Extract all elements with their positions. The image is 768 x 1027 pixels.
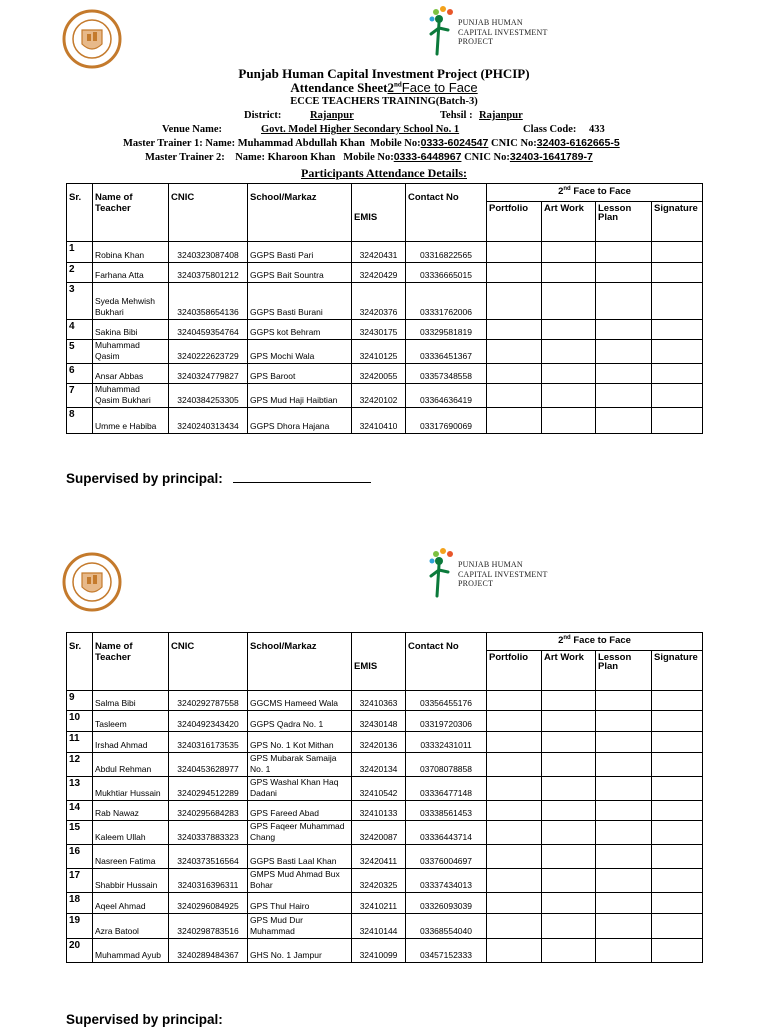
emis-cell: 32410542 [352, 777, 406, 801]
school-cell: GPS Mud Dur Muhammad [248, 914, 352, 939]
venue-value: Govt. Model Higher Secondary School No. 1 [261, 124, 460, 135]
signature-cell[interactable] [652, 821, 703, 845]
signature-cell[interactable] [652, 283, 703, 320]
portfolio-cell[interactable] [487, 845, 542, 869]
cnic-cell: 3240337883323 [169, 821, 248, 845]
portfolio-cell[interactable] [487, 893, 542, 914]
contact-cell: 03356455176 [406, 691, 487, 711]
artwork-cell[interactable] [542, 869, 596, 893]
phcip-brand-logo [426, 6, 556, 66]
signature-cell[interactable] [652, 732, 703, 753]
artwork-cell[interactable] [542, 753, 596, 777]
cnic-cell: 3240453628977 [169, 753, 248, 777]
cnic-cell: 3240316396311 [169, 869, 248, 893]
col-emis: EMIS [352, 184, 406, 242]
lesson-plan-cell[interactable] [596, 801, 652, 821]
lesson-plan-cell[interactable] [596, 283, 652, 320]
col-school: School/Markaz [248, 184, 352, 242]
sr-cell: 7 [67, 384, 93, 408]
school-cell: GPS Mubarak Samaija No. 1 [248, 753, 352, 777]
name-cell: Rab Nawaz [93, 801, 169, 821]
signature-cell[interactable] [652, 364, 703, 384]
mt1-name: Muhammad Abdullah Khan [237, 138, 365, 149]
lesson-plan-cell[interactable] [596, 340, 652, 364]
artwork-cell[interactable] [542, 939, 596, 963]
cnic-cell: 3240323087408 [169, 242, 248, 263]
artwork-cell[interactable] [542, 893, 596, 914]
artwork-cell[interactable] [542, 283, 596, 320]
signature-cell[interactable] [652, 939, 703, 963]
artwork-cell[interactable] [542, 691, 596, 711]
table-row [67, 821, 703, 845]
artwork-cell[interactable] [542, 263, 596, 283]
name-cell: Muhammad Qasim Bukhari [93, 384, 169, 408]
cnic-cell: 3240298783516 [169, 914, 248, 939]
cnic-cell: 3240492343420 [169, 711, 248, 732]
table-row [67, 801, 703, 821]
name-cell: Kaleem Ullah [93, 821, 169, 845]
lesson-plan-cell[interactable] [596, 691, 652, 711]
table-row [67, 691, 703, 711]
sr-cell: 11 [67, 732, 93, 753]
col2-artwork: Art Work [542, 651, 596, 691]
portfolio-cell[interactable] [487, 320, 542, 340]
signature-cell[interactable] [652, 777, 703, 801]
table-row [67, 893, 703, 914]
cnic-cell: 3240222623729 [169, 340, 248, 364]
sr-cell: 15 [67, 821, 93, 845]
training-title: ECCE TEACHERS TRAINING(Batch-3) [290, 96, 478, 107]
artwork-cell[interactable] [542, 914, 596, 939]
mt2-label: Master Trainer 2: [145, 152, 225, 163]
mt1-cnic: 32403-6162665-5 [536, 137, 620, 149]
doc-title: Punjab Human Capital Investment Project (PHCIP) [238, 66, 530, 81]
name-cell: Shabbir Hussain [93, 869, 169, 893]
school-cell: GHS No. 1 Jampur [248, 939, 352, 963]
contact-cell: 03317690069 [406, 408, 487, 434]
col2-portfolio: Portfolio [487, 651, 542, 691]
name-cell: Irshad Ahmad [93, 732, 169, 753]
table-row [67, 242, 703, 263]
lesson-plan-cell[interactable] [596, 364, 652, 384]
emis-cell: 32410211 [352, 893, 406, 914]
sr-cell: 3 [67, 283, 93, 320]
emis-cell: 32420429 [352, 263, 406, 283]
sheet-suffix: Face to Face [401, 80, 478, 95]
class-code-value: 433 [589, 124, 605, 135]
lesson-plan-cell[interactable] [596, 408, 652, 434]
table-row [67, 408, 703, 434]
mt2-name-label: Name: [235, 152, 265, 163]
mt2-cnic: 32403-1641789-7 [509, 151, 593, 163]
table-row [67, 939, 703, 963]
sr-cell: 8 [67, 408, 93, 434]
lesson-plan-cell[interactable] [596, 263, 652, 283]
artwork-cell[interactable] [542, 384, 596, 408]
school-cell: GPS Fareed Abad [248, 801, 352, 821]
portfolio-cell[interactable] [487, 732, 542, 753]
contact-cell: 03331762006 [406, 283, 487, 320]
brand-line-1: PUNJAB HUMAN [458, 18, 523, 27]
name-cell: Muhammad Qasim [93, 340, 169, 364]
portfolio-cell[interactable] [487, 408, 542, 434]
sr-cell: 2 [67, 263, 93, 283]
class-code-label: Class Code: [523, 124, 577, 135]
signature-line-1 [233, 481, 371, 483]
portfolio-cell[interactable] [487, 821, 542, 845]
col2-contact: Contact No [406, 633, 487, 691]
col2-name: Name of Teacher [93, 633, 169, 691]
emis-cell: 32420325 [352, 869, 406, 893]
contact-cell: 03376004697 [406, 845, 487, 869]
emis-cell: 32420087 [352, 821, 406, 845]
signature-cell[interactable] [652, 691, 703, 711]
cnic-cell: 3240289484367 [169, 939, 248, 963]
col-sr: Sr. [67, 184, 93, 242]
cnic-cell: 3240295684283 [169, 801, 248, 821]
lesson-plan-cell[interactable] [596, 732, 652, 753]
name-cell: Abdul Rehman [93, 753, 169, 777]
school-cell: GPS Washal Khan Haq Dadani [248, 777, 352, 801]
name-cell: Robina Khan [93, 242, 169, 263]
table-row [67, 384, 703, 408]
group-suffix: Face to Face [573, 186, 631, 198]
table-row [67, 753, 703, 777]
pmiu-seal-logo [62, 8, 122, 70]
signature-cell[interactable] [652, 753, 703, 777]
contact-cell: 03357348558 [406, 364, 487, 384]
table-row [67, 777, 703, 801]
lesson-plan-cell[interactable] [596, 384, 652, 408]
contact-cell: 03368554040 [406, 914, 487, 939]
name-cell: Umme e Habiba [93, 408, 169, 434]
contact-cell: 03336665015 [406, 263, 487, 283]
venue-label: Venue Name: [162, 124, 222, 135]
table-row [67, 340, 703, 364]
name-cell: Salma Bibi [93, 691, 169, 711]
portfolio-cell[interactable] [487, 283, 542, 320]
mt2-cnic-label: CNIC No: [464, 152, 510, 163]
col2-sr: Sr. [67, 633, 93, 691]
signature-cell[interactable] [652, 711, 703, 732]
signature-cell[interactable] [652, 263, 703, 283]
lesson-plan-cell[interactable] [596, 821, 652, 845]
school-cell: GGCMS Hameed Wala [248, 691, 352, 711]
signature-cell[interactable] [652, 893, 703, 914]
portfolio-cell[interactable] [487, 263, 542, 283]
contact-cell: 03316822565 [406, 242, 487, 263]
contact-cell: 03329581819 [406, 320, 487, 340]
cnic-cell: 3240384253305 [169, 384, 248, 408]
artwork-cell[interactable] [542, 821, 596, 845]
lesson-plan-cell[interactable] [596, 711, 652, 732]
master-trainer-2 [145, 151, 593, 163]
lesson-plan-cell[interactable] [596, 939, 652, 963]
sr-cell: 17 [67, 869, 93, 893]
emis-cell: 32430175 [352, 320, 406, 340]
name-cell: Nasreen Fatima [93, 845, 169, 869]
name-cell: Tasleem [93, 711, 169, 732]
contact-cell: 03708078858 [406, 753, 487, 777]
artwork-cell[interactable] [542, 845, 596, 869]
school-cell: GGPS Basti Laal Khan [248, 845, 352, 869]
supervised-by-1 [66, 471, 371, 486]
sheet-title [0, 80, 768, 96]
school-cell: GGPS Basti Pari [248, 242, 352, 263]
col-cnic: CNIC [169, 184, 248, 242]
name-cell: Syeda Mehwish Bukhari [93, 283, 169, 320]
contact-cell: 03319720306 [406, 711, 487, 732]
lesson-plan-cell[interactable] [596, 869, 652, 893]
tehsil-value: Rajanpur [479, 110, 523, 121]
contact-cell: 03332431011 [406, 732, 487, 753]
cnic-cell: 3240292787558 [169, 691, 248, 711]
portfolio-cell[interactable] [487, 914, 542, 939]
emis-cell: 32410133 [352, 801, 406, 821]
table-row [67, 364, 703, 384]
artwork-cell[interactable] [542, 242, 596, 263]
brand2-line-2: CAPITAL INVESTMENT [458, 569, 548, 579]
emis-cell: 32420411 [352, 845, 406, 869]
col2-cnic: CNIC [169, 633, 248, 691]
attendance-table-2 [66, 632, 703, 963]
emis-cell: 32420102 [352, 384, 406, 408]
table-row [67, 283, 703, 320]
mt2-mobile-label: Mobile No: [343, 152, 394, 163]
contact-cell: 03364636419 [406, 384, 487, 408]
sr-cell: 13 [67, 777, 93, 801]
artwork-cell[interactable] [542, 364, 596, 384]
cnic-cell: 3240375801212 [169, 263, 248, 283]
lesson-plan-cell[interactable] [596, 845, 652, 869]
lesson-plan-cell[interactable] [596, 753, 652, 777]
col-group-face-to-face [487, 184, 703, 202]
sr-cell: 10 [67, 711, 93, 732]
mt1-mobile: 0333-6024547 [420, 137, 489, 149]
tehsil-label: Tehsil : [440, 110, 473, 121]
emis-cell: 32410099 [352, 939, 406, 963]
signature-cell[interactable] [652, 914, 703, 939]
lesson-plan-cell[interactable] [596, 320, 652, 340]
contact-cell: 03326093039 [406, 893, 487, 914]
col2-school: School/Markaz [248, 633, 352, 691]
artwork-cell[interactable] [542, 801, 596, 821]
table-row [67, 711, 703, 732]
sr-cell: 16 [67, 845, 93, 869]
supervised-label-1: Supervised by principal: [66, 471, 223, 486]
supervised-by-2 [66, 1012, 223, 1027]
master-trainer-1 [123, 137, 620, 149]
cnic-cell: 3240358654136 [169, 283, 248, 320]
sheet-sup: nd [393, 80, 402, 89]
portfolio-cell[interactable] [487, 242, 542, 263]
signature-cell[interactable] [652, 869, 703, 893]
contact-cell: 03336451367 [406, 340, 487, 364]
group-sup: nd [563, 186, 571, 192]
lesson-plan-cell[interactable] [596, 242, 652, 263]
artwork-cell[interactable] [542, 340, 596, 364]
signature-cell[interactable] [652, 242, 703, 263]
portfolio-cell[interactable] [487, 801, 542, 821]
portfolio-cell[interactable] [487, 691, 542, 711]
portfolio-cell[interactable] [487, 340, 542, 364]
cnic-cell: 3240296084925 [169, 893, 248, 914]
sr-cell: 6 [67, 364, 93, 384]
signature-cell[interactable] [652, 384, 703, 408]
table-2-body [67, 691, 703, 963]
sr-cell: 14 [67, 801, 93, 821]
cnic-cell: 3240240313434 [169, 408, 248, 434]
portfolio-cell[interactable] [487, 364, 542, 384]
school-cell: GPS Baroot [248, 364, 352, 384]
col2-group-face-to-face [487, 633, 703, 651]
sr-cell: 9 [67, 691, 93, 711]
mt1-mobile-label: Mobile No: [370, 138, 421, 149]
col-artwork: Art Work [542, 202, 596, 242]
cnic-cell: 3240294512289 [169, 777, 248, 801]
pmiu-seal-logo-2 [62, 551, 122, 613]
cnic-cell: 3240324779827 [169, 364, 248, 384]
school-cell: GPS No. 1 Kot Mithan [248, 732, 352, 753]
name-cell: Mukhtiar Hussain [93, 777, 169, 801]
emis-cell: 32420376 [352, 283, 406, 320]
col-portfolio: Portfolio [487, 202, 542, 242]
attendance-table-1 [66, 183, 703, 434]
cnic-cell: 3240316173535 [169, 732, 248, 753]
sr-cell: 4 [67, 320, 93, 340]
contact-cell: 03457152333 [406, 939, 487, 963]
col2-lesson: Lesson Plan [596, 651, 652, 691]
school-cell: GGPS Dhora Hajana [248, 408, 352, 434]
table-row [67, 320, 703, 340]
cnic-cell: 3240459354764 [169, 320, 248, 340]
emis-cell: 32420134 [352, 753, 406, 777]
name-cell: Ansar Abbas [93, 364, 169, 384]
name-cell: Muhammad Ayub [93, 939, 169, 963]
col-signature: Signature [652, 202, 703, 242]
artwork-cell[interactable] [542, 320, 596, 340]
sr-cell: 5 [67, 340, 93, 364]
name-cell: Aqeel Ahmad [93, 893, 169, 914]
emis-cell: 32420055 [352, 364, 406, 384]
artwork-cell[interactable] [542, 408, 596, 434]
signature-cell[interactable] [652, 340, 703, 364]
sr-cell: 19 [67, 914, 93, 939]
col-name: Name of Teacher [93, 184, 169, 242]
emis-cell: 32420431 [352, 242, 406, 263]
school-cell: GPS Mud Haji Haibtian [248, 384, 352, 408]
sr-cell: 12 [67, 753, 93, 777]
emis-cell: 32430148 [352, 711, 406, 732]
name-cell: Azra Batool [93, 914, 169, 939]
contact-cell: 03338561453 [406, 801, 487, 821]
portfolio-cell[interactable] [487, 777, 542, 801]
signature-cell[interactable] [652, 320, 703, 340]
contact-cell: 03337434013 [406, 869, 487, 893]
sr-cell: 1 [67, 242, 93, 263]
emis-cell: 32410410 [352, 408, 406, 434]
emis-cell: 32410144 [352, 914, 406, 939]
signature-cell[interactable] [652, 801, 703, 821]
artwork-cell[interactable] [542, 711, 596, 732]
lesson-plan-cell[interactable] [596, 893, 652, 914]
lesson-plan-cell[interactable] [596, 777, 652, 801]
contact-cell: 03336477148 [406, 777, 487, 801]
cnic-cell: 3240373516564 [169, 845, 248, 869]
emis-cell: 32420136 [352, 732, 406, 753]
phcip-brand-logo-2 [426, 548, 556, 608]
emis-cell: 32410363 [352, 691, 406, 711]
table-row [67, 869, 703, 893]
section-title: Participants Attendance Details: [301, 166, 467, 180]
school-cell: GGPS Basti Burani [248, 283, 352, 320]
table-row [67, 845, 703, 869]
group2-sup: nd [563, 635, 571, 641]
table-1-body [67, 242, 703, 434]
col-contact: Contact No [406, 184, 487, 242]
school-cell: GPS Thul Hairo [248, 893, 352, 914]
sr-cell: 20 [67, 939, 93, 963]
mt1-label: Master Trainer 1: Name: [123, 138, 236, 149]
school-cell: GPS Faqeer Muhammad Chang [248, 821, 352, 845]
school-cell: GGPS Bait Sountra [248, 263, 352, 283]
school-cell: GGPS kot Behram [248, 320, 352, 340]
school-cell: GGPS Qadra No. 1 [248, 711, 352, 732]
portfolio-cell[interactable] [487, 869, 542, 893]
mt2-name: Kharoon Khan [267, 152, 336, 163]
sheet-ordinal: 2 [387, 80, 394, 95]
emis-cell: 32410125 [352, 340, 406, 364]
mt1-cnic-label: CNIC No: [490, 138, 537, 149]
table-row [67, 914, 703, 939]
district-value: Rajanpur [310, 110, 354, 121]
portfolio-cell[interactable] [487, 753, 542, 777]
portfolio-cell[interactable] [487, 384, 542, 408]
group2-ordinal: 2 [558, 635, 564, 647]
portfolio-cell[interactable] [487, 711, 542, 732]
brand2-line-3: PROJECT [458, 579, 494, 588]
col2-emis: EMIS [352, 633, 406, 691]
table-row [67, 732, 703, 753]
artwork-cell[interactable] [542, 732, 596, 753]
supervised-label-2: Supervised by principal: [66, 1012, 223, 1027]
col2-signature: Signature [652, 651, 703, 691]
school-cell: GPS Mochi Wala [248, 340, 352, 364]
brand-line-3: PROJECT [458, 37, 494, 46]
district-label: District: [244, 110, 282, 121]
school-cell: GMPS Mud Ahmad Bux Bohar [248, 869, 352, 893]
group-ordinal: 2 [558, 186, 564, 198]
signature-cell[interactable] [652, 845, 703, 869]
brand2-line-1: PUNJAB HUMAN [458, 560, 523, 569]
portfolio-cell[interactable] [487, 939, 542, 963]
sr-cell: 18 [67, 893, 93, 914]
sheet-prefix: Attendance Sheet [290, 80, 388, 95]
brand-line-2: CAPITAL INVESTMENT [458, 27, 548, 37]
name-cell: Sakina Bibi [93, 320, 169, 340]
group2-suffix: Face to Face [573, 635, 631, 647]
lesson-plan-cell[interactable] [596, 914, 652, 939]
name-cell: Farhana Atta [93, 263, 169, 283]
artwork-cell[interactable] [542, 777, 596, 801]
signature-cell[interactable] [652, 408, 703, 434]
mt2-mobile: 0333-6448967 [393, 151, 462, 163]
table-row [67, 263, 703, 283]
col-lesson: Lesson Plan [596, 202, 652, 242]
contact-cell: 03336443714 [406, 821, 487, 845]
